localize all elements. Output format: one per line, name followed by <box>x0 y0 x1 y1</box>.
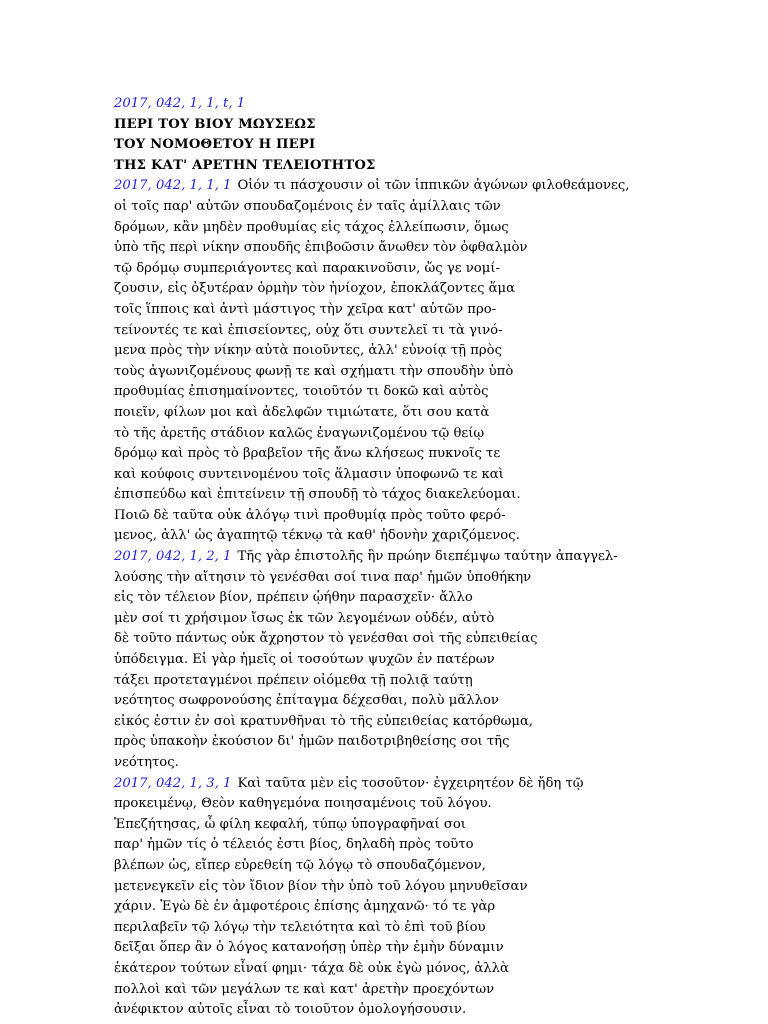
text-line <box>114 465 634 486</box>
greek-text: προθυμίας ἐπισημαίνοντες, τοιοῦτόν τι δοκῶ καὶ αὐτὸς <box>114 384 489 400</box>
text-line <box>114 547 634 568</box>
greek-text: νεότητος. <box>114 755 179 770</box>
greek-text: Καὶ ταῦτα μὲν εἰς τοσοῦτον· ἐγχειρητέον δὲ ἤδη τῷ <box>237 775 584 791</box>
text-line <box>114 94 634 115</box>
text-line <box>114 877 634 898</box>
greek-text: ἑκάτερον τούτων εἶναί φημι· τάχα δὲ οὐκ ἐγὼ μόνος, ἀλλὰ <box>114 960 509 976</box>
text-line <box>114 815 634 836</box>
reference-number: 2017, 042, 1, 1, 1 <box>114 178 232 194</box>
text-line <box>114 382 634 403</box>
greek-text: πολλοὶ καὶ τῶν μεγάλων τε καὶ κατ' ἀρετὴν προεχόντων <box>114 981 495 997</box>
greek-text: ἐπισπεύδω καὶ ἐπιτείνειν τῇ σπουδῇ τὸ τάχος διακελεύομαι. <box>114 487 521 503</box>
title-text: ΠΕΡΙ ΤΟΥ ΒΙΟΥ ΜΩΥΣΕΩΣ <box>114 116 316 132</box>
reference-number: 2017, 042, 1, 3, 1 <box>114 775 232 791</box>
greek-text: οἱ τοῖς παρ' αὐτῶν σπουδαζομένοις ἐν ταῖς ἁμίλλαις τῶν <box>114 198 501 214</box>
greek-text: δρόμων, κἂν μηδὲν προθυμίας εἰς τάχος ἐλλείπωσιν, ὅμως <box>114 219 509 235</box>
text-line <box>114 1000 634 1021</box>
greek-text: λούσης τὴν αἴτησιν τὸ γενέσθαι σοί τινα παρ' ἡμῶν ὑποθήκην <box>114 569 532 585</box>
title-line <box>114 135 634 156</box>
text-line <box>114 238 634 259</box>
text-line <box>114 629 634 650</box>
reference-number: 2017, 042, 1, 1, t, 1 <box>114 96 246 111</box>
greek-text: πρὸς ὑπακοὴν ἑκούσιον δι' ἡμῶν παιδοτριβηθείσης σοι τῆς <box>114 734 510 750</box>
text-line <box>114 218 634 239</box>
title-text: ΤΟΥ ΝΟΜΟΘΕΤΟΥ Η ΠΕΡΙ <box>114 137 316 153</box>
title-line <box>114 115 634 136</box>
greek-text: Οἱόν τι πάσχουσιν οἱ τῶν ἱππικῶν ἀγώνων φιλοθεάμονες, <box>237 178 630 194</box>
text-line <box>114 444 634 465</box>
text-line <box>114 753 634 774</box>
text-line <box>114 712 634 733</box>
greek-text: βλέπων ὡς, εἴπερ εὑρεθείη τῷ λόγῳ τὸ σπουδαζόμενον, <box>114 857 486 873</box>
greek-text: νεότητος σωφρονούσης ἐπίταγμα δέχεσθαι, πολὺ μᾶλλον <box>114 693 499 709</box>
greek-text: χάριν. Ἐγὼ δὲ ἐν ἀμφοτέροις ἐπίσης ἀμηχανῶ· τό τε γὰρ <box>114 899 496 915</box>
text-line <box>114 568 634 589</box>
text-line <box>114 650 634 671</box>
greek-text: τοῖς ἵπποις καὶ ἀντὶ μάστιγος τὴν χεῖρα κατ' αὐτῶν προ- <box>114 301 497 317</box>
text-line <box>114 691 634 712</box>
text-line <box>114 671 634 692</box>
document-body <box>114 94 634 1021</box>
greek-text: τῷ δρόμῳ συμπεριάγοντες καὶ παρακινοῦσιν, ὥς γε νομί- <box>114 260 500 276</box>
greek-text: ὑπὸ τῆς περὶ νίκην σπουδῆς ἐπιβοῶσιν ἄνωθεν τὸν ὀφθαλμὸν <box>114 240 528 256</box>
greek-text: ζουσιν, εἰς ὀξυτέραν ὁρμὴν τὸν ἡνίοχον, ἐποκλάζοντες ἅμα <box>114 281 516 297</box>
text-line <box>114 938 634 959</box>
text-line <box>114 609 634 630</box>
text-line <box>114 588 634 609</box>
greek-text: εἰκός ἐστιν ἐν σοὶ κρατυνθῆναι τὸ τῆς εὐπειθείας κατόρθωμα, <box>114 713 534 729</box>
text-line <box>114 341 634 362</box>
text-line <box>114 362 634 383</box>
greek-text: εἰς τὸν τέλειον βίον, πρέπειν ᾠήθην παρασχεῖν· ἄλλο <box>114 590 473 606</box>
text-line <box>114 918 634 939</box>
text-line <box>114 835 634 856</box>
greek-text: ὑπόδειγμα. Εἰ γὰρ ἡμεῖς οἱ τοσούτων ψυχῶν ἐν πατέρων <box>114 652 495 668</box>
greek-text: μὲν σοί τι χρήσιμον ἴσως ἐκ τῶν λεγομένων οὐδέν, αὐτὸ <box>114 610 495 626</box>
text-line <box>114 897 634 918</box>
text-line <box>114 774 634 795</box>
text-line <box>114 279 634 300</box>
text-line <box>114 197 634 218</box>
greek-text: τάξει προτεταγμένοι πρέπειν οἰόμεθα τῇ πολιᾷ ταύτῃ <box>114 672 473 688</box>
text-line <box>114 506 634 527</box>
text-line <box>114 856 634 877</box>
greek-text: τείνοντές τε καὶ ἐπισείοντες, οὐχ ὅτι συντελεῖ τι τὰ γινό- <box>114 322 503 338</box>
greek-text: προκειμένῳ, Θεὸν καθηγεμόνα ποιησαμένοις τοῦ λόγου. <box>114 796 492 812</box>
text-line <box>114 321 634 342</box>
text-line <box>114 176 634 197</box>
greek-text: ποιεῖν, φίλων μοι καὶ ἀδελφῶν τιμιώτατε, ὅτι σου κατὰ <box>114 404 490 420</box>
greek-text: δρόμῳ καὶ πρὸς τὸ βραβεῖον τῆς ἄνω κλήσεως πυκνοῖς τε <box>114 446 501 462</box>
greek-text: Τῆς γὰρ ἐπιστολῆς ἣν πρώην διεπέμψω ταύτην ἀπαγγελ- <box>237 549 618 565</box>
text-line <box>114 732 634 753</box>
greek-text: καὶ κούφοις συντεινομένου τοῖς ἅλμασιν ὑποφωνῶ τε καὶ <box>114 466 504 482</box>
text-line <box>114 794 634 815</box>
text-line <box>114 259 634 280</box>
text-line <box>114 485 634 506</box>
greek-text: τὸ τῆς ἀρετῆς στάδιον καλῶς ἐναγωνιζομένου τῷ θείῳ <box>114 425 485 441</box>
greek-text: Ἐπεζήτησας, ὦ φίλη κεφαλή, τύπῳ ὑπογραφῆναί σοι <box>114 816 466 832</box>
greek-text: περιλαβεῖν τῷ λόγῳ τὴν τελειότητα καὶ τὸ ἐπὶ τοῦ βίου <box>114 919 486 935</box>
text-line <box>114 959 634 980</box>
greek-text: τοὺς ἀγωνιζομένους φωνῇ τε καὶ σχήματι τὴν σπουδὴν ὑπὸ <box>114 363 514 379</box>
greek-text: δὲ τοῦτο πάντως οὐκ ἄχρηστον τὸ γενέσθαι σοὶ τῆς εὐπειθείας <box>114 631 538 647</box>
greek-text: δεῖξαι ὅπερ ἂν ὁ λόγος κατανοήσῃ ὑπὲρ τὴν ἐμὴν δύναμιν <box>114 940 504 956</box>
text-line <box>114 980 634 1001</box>
greek-text: μενος, ἀλλ' ὡς ἀγαπητῷ τέκνῳ τὰ καθ' ἡδονὴν χαριζόμενος. <box>114 528 520 544</box>
text-line <box>114 403 634 424</box>
greek-text: μενα πρὸς τὴν νίκην αὐτὰ ποιοῦντες, ἀλλ' εὐνοίᾳ τῇ πρὸς <box>114 343 503 359</box>
text-line <box>114 526 634 547</box>
text-line <box>114 424 634 445</box>
title-text: ΤΗΣ ΚΑΤ' ΑΡΕΤΗΝ ΤΕΛΕΙΟΤΗΤΟΣ <box>114 157 376 173</box>
title-line <box>114 156 634 177</box>
greek-text: μετενεγκεῖν εἰς τὸν ἴδιον βίον τὴν ὑπὸ τοῦ λόγου μηνυθεῖσαν <box>114 878 528 894</box>
text-line <box>114 300 634 321</box>
greek-text: Ποιῶ δὲ ταῦτα οὐκ ἀλόγῳ τινὶ προθυμίᾳ πρὸς τοῦτο φερό- <box>114 507 506 523</box>
greek-text: παρ' ἡμῶν τίς ὁ τέλειός ἐστι βίος, δηλαδὴ πρὸς τοῦτο <box>114 837 474 853</box>
greek-text: ἀνέφικτον αὐτοῖς εἶναι τὸ τοιοῦτον ὁμολογήσουσιν. <box>114 1002 467 1018</box>
reference-number: 2017, 042, 1, 2, 1 <box>114 549 232 565</box>
